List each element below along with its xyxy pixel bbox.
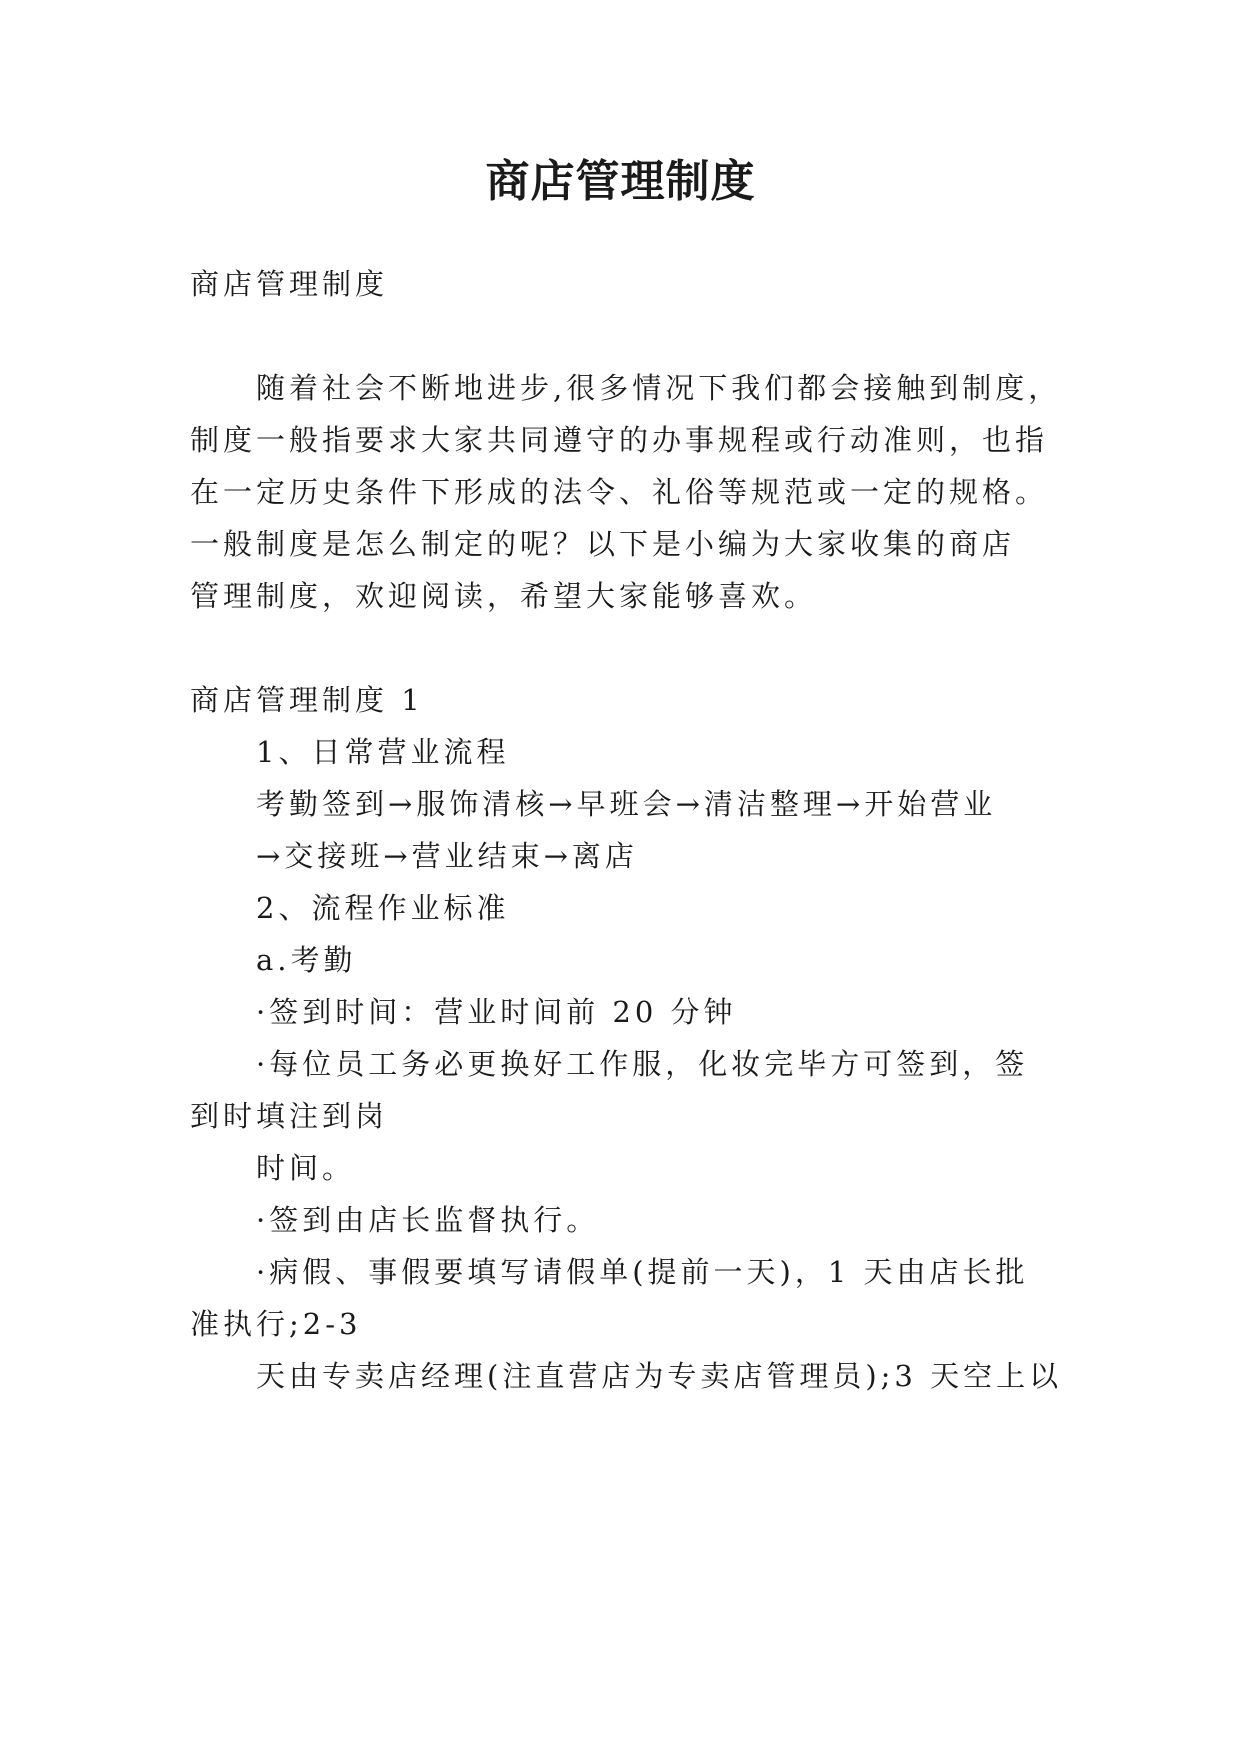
intro-line: 在一定历史条件下形成的法令、礼俗等规范或一定的规格。 <box>190 475 1049 509</box>
section-heading: 商店管理制度 1 <box>190 683 424 717</box>
body-line: 天由专卖店经理(注直营店为专卖店管理员);3 天空上以 <box>256 1359 1063 1393</box>
body-line: 时间。 <box>256 1151 356 1185</box>
body-line: 准执行;2-3 <box>190 1307 362 1341</box>
body-line: ·签到时间：营业时间前 20 分钟 <box>256 995 737 1029</box>
body-line: →交接班→营业结束→离店 <box>256 839 638 873</box>
intro-line: 一般制度是怎么制定的呢？以下是小编为大家收集的商店 <box>190 527 1016 561</box>
body-line: ·签到由店长监督执行。 <box>256 1203 600 1237</box>
body-line: a.考勤 <box>256 943 357 977</box>
intro-line: 制度一般指要求大家共同遵守的办事规程或行动准则，也指 <box>190 423 1049 457</box>
intro-line: 管理制度，欢迎阅读，希望大家能够喜欢。 <box>190 579 818 613</box>
body-line: 1、日常营业流程 <box>256 735 510 769</box>
body-line: 到时填注到岗 <box>190 1099 389 1133</box>
body-line: ·每位员工务必更换好工作服，化妆完毕方可签到，签 <box>256 1047 1029 1081</box>
body-line: ·病假、事假要填写请假单(提前一天)，1 天由店长批 <box>256 1255 1029 1289</box>
intro-line: 随着社会不断地进步,很多情况下我们都会接触到制度， <box>256 371 1062 405</box>
body-line: 考勤签到→服饰清核→早班会→清洁整理→开始营业 <box>256 787 997 821</box>
document-subtitle: 商店管理制度 <box>190 267 389 301</box>
body-line: 2、流程作业标准 <box>256 891 510 925</box>
document-title: 商店管理制度 <box>485 156 756 207</box>
